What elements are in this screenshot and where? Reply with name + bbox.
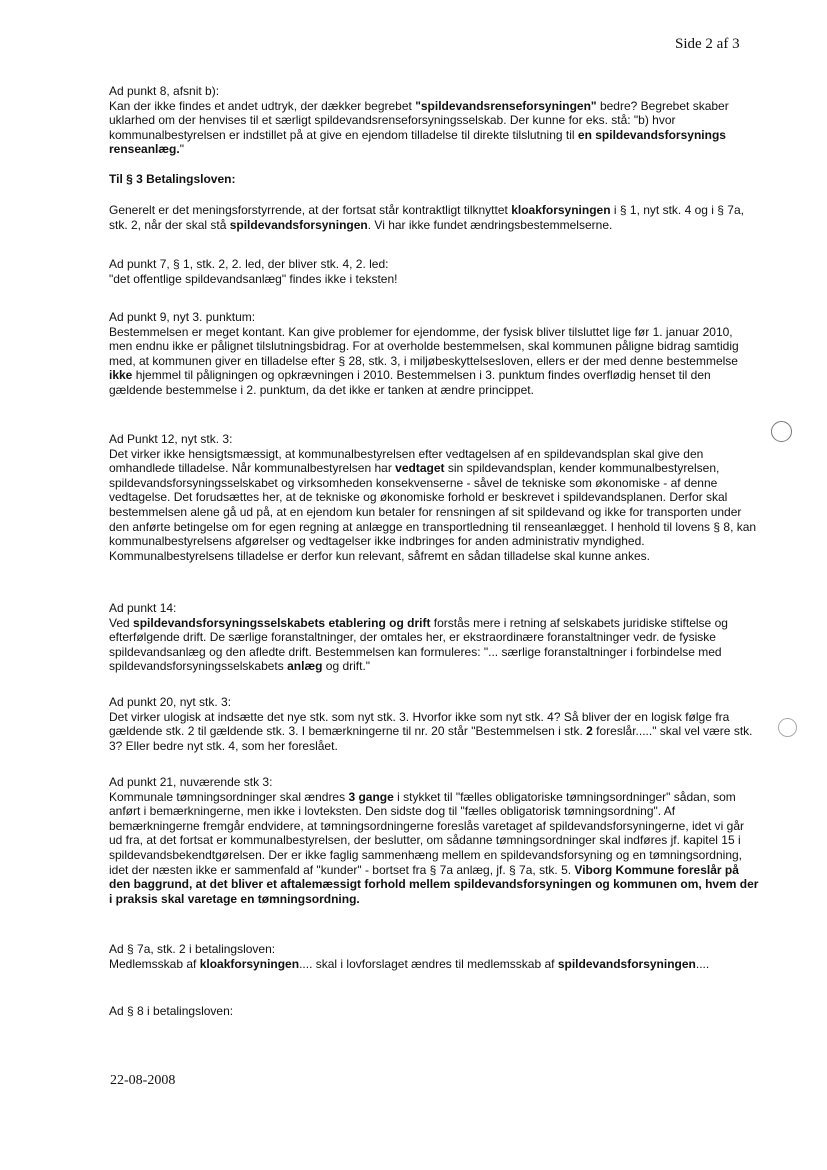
- section-heading: Til § 3 Betalingsloven:: [109, 172, 236, 186]
- section-betalingsloven: [109, 172, 759, 203]
- section-paragraph: Kommunale tømningsordninger skal ændres 3 gange i stykket til "fælles obligatoriske tømningsordninger" sådan, som anført i bemærkningerne, men ikke i lovteksten. Den sidste dog til "fælles obligatorisk tømningsordning". Af bemærkningerne fremgår endvidere, at tømningsordningerne foreslås varetaget af spildevandsforsyningerne, idet vi går ud fra, at det fortsat er kommunalbestyrelsen, der beslutter, om sådanne tømningsordninger skal indføres jf. kapitel 15 i spildevandsbekendtgørelsen. Der er ikke faglig sammenhæng mellem en spildevandsforsyning og en tømningsordning, idet der næsten ikke er sammenfald af "kunder" - bortset fra § 7a anlæg, jf. § 7a, stk. 5. Viborg Kommune foreslår på den baggrund, at det bliver et aftalemæssigt forhold mellem spildevandsforsyningen og kommunen om, hvem der i praksis skal varetage en tømningsordning.: [109, 789, 759, 906]
- section-paragraph: "det offentlige spildevandsanlæg" findes ikke i teksten!: [109, 271, 398, 286]
- section-paragraph: Bestemmelsen er meget kontant. Kan give problemer for ejendomme, der fysisk bliver tilsluttet lige før 1. januar 2010, men endnu ikke er pålignet tilslutningsbidrag. For at overholde bestemmelsen, skal kommunen påligne bidrag samtidig med, at kommunen giver en tilladelse efter § 28, stk. 3, i miljøbeskyttelsesloven, ellers er der med denne bestemmelse ikke hjemmel til påligningen og opkrævningen i 2010. Bestemmelsen i 3. punktum findes overflødig henset til den gældende bestemmelse i 2. punktum, da det ikke er tanken at ændre princippet.: [109, 324, 739, 397]
- section-punkt-20: [109, 695, 759, 775]
- section-punkt-14: [109, 601, 759, 695]
- section-heading: Ad punkt 8, afsnit b):: [109, 84, 220, 98]
- section-punkt-8: [109, 84, 759, 172]
- section-heading: Ad punkt 14:: [109, 601, 177, 615]
- section-heading: Ad punkt 7, § 1, stk. 2, 2. led, der bliver stk. 4, 2. led:: [109, 257, 389, 271]
- section-paragraph: Det virker ulogisk at indsætte det nye stk. som nyt stk. 3. Hvorfor ikke som nyt stk. 4? Så bliver der en logisk følge fra gældende stk. 2 til gældende stk. 3. I bemærkningerne til nr. 20 står "Bestemmelsen i stk. 2 foreslår....." skal vel være stk. 3? Eller bedre nyt stk. 4, som her foreslået.: [109, 709, 753, 753]
- punch-hole-mark: [771, 421, 792, 442]
- section-heading: Ad § 7a, stk. 2 i betalingsloven:: [109, 942, 276, 956]
- section-7a-stk-2: [109, 942, 759, 1004]
- document-date: 22-08-2008: [110, 1073, 176, 1088]
- section-punkt-12: [109, 432, 759, 601]
- section-paragraph: Generelt er det meningsforstyrrende, at der fortsat står kontraktligt tilknyttet kloakforsyningen i § 1, nyt stk. 4 og i § 7a, stk. 2, når der skal stå spildevandsforsyningen. Vi har ikke fundet ændringsbestemmelserne.: [109, 203, 744, 232]
- section-heading: Ad punkt 20, nyt stk. 3:: [109, 695, 232, 709]
- section-paragraph: Kan der ikke findes et andet udtryk, der dækker begrebet "spildevandsrenseforsyningen" bedre? Begrebet skaber uklarhed om der henvises til et særligt spildevandsrenseforsyningsselskab. Der kunne for eks. stå: "b) hvor kommunalbestyrelsen er indstillet på at give en ejendom tilladelse til direkte tilslutning til en spildevandsforsynings renseanlæg.": [109, 98, 729, 157]
- section-punkt-21: [109, 775, 759, 942]
- section-heading: Ad Punkt 12, nyt stk. 3:: [109, 432, 233, 446]
- section-paragraph: Det virker ikke hensigtsmæssigt, at kommunalbestyrelsen efter vedtagelsen af en spildevandsplan skal give den omhandlede tilladelse. Når kommunalbestyrelsen har vedtaget sin spildevandsplan, kender kommunalbestyrelsen, spildevandsforsyningsselskabet og virksomheden konsekvenserne - såvel de tekniske som økonomiske - af denne vedtagelse. Det forudsættes her, at de tekniske og økonomiske forhold er beskrevet i spildevandsplanen. Derfor skal bestemmelsen alene gå ud på, at en ejendom kun betaler for rensningen af sit spildevand og ikke for transporten under den anførte betingelse om for egen regning at anlægge en transportledning til renseanlægget. I henhold til lovens § 8, kan kommunalbestyrelsens afgørelser og vedtagelser ikke indbringes for anden administrativ myndighed. Kommunalbestyrelsens tilladelse er derfor kun relevant, såfremt en sådan tilladelse skal kunne ankes.: [109, 446, 757, 563]
- document-body: [109, 84, 759, 1019]
- section-heading: Ad punkt 21, nuværende stk 3:: [109, 775, 273, 789]
- section-punkt-9: [109, 310, 759, 432]
- section-generelt: [109, 203, 759, 257]
- section-paragraph: Ved spildevandsforsyningsselskabets etablering og drift forstås mere i retning af selskabets juridiske stiftelse og efterfølgende drift. De særlige foranstaltninger, der omtales her, er ekstraordinære foranstaltninger vedr. de fysiske spildevandsanlæg og den afledte drift. Bestemmelsen kan formuleres: "... særlige foranstaltninger i forbindelse med spildevandsforsyningsselskabets anlæg og drift.": [109, 615, 728, 674]
- section-heading: Ad punkt 9, nyt 3. punktum:: [109, 310, 256, 324]
- section-8-betalingsloven: [109, 1004, 759, 1019]
- punch-hole-mark: [778, 718, 797, 737]
- section-paragraph: Medlemsskab af kloakforsyningen.... skal i lovforslaget ændres til medlemsskab af spildevandsforsyningen....: [109, 956, 710, 971]
- section-punkt-7: [109, 257, 759, 310]
- section-heading: Ad § 8 i betalingsloven:: [109, 1004, 234, 1018]
- page-number: Side 2 af 3: [675, 36, 740, 52]
